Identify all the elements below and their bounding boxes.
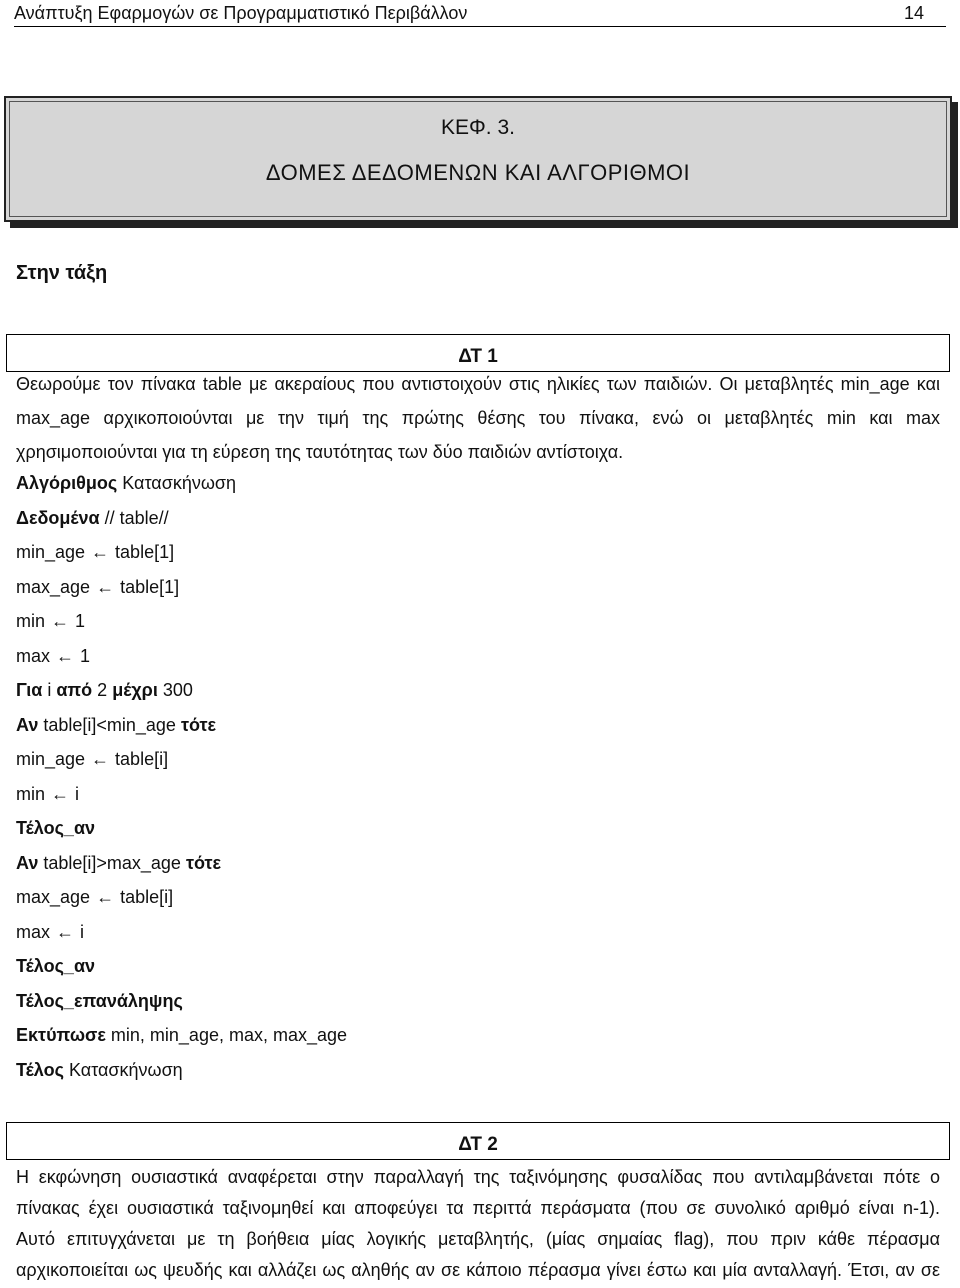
assignment-target: min_age: [16, 542, 86, 562]
assignment-value: i: [80, 921, 85, 942]
paragraph-line: αρχικοποιείται ως ψευδής και αλλάζει ως αληθής αν σε κάποιο πέρασμα γίνει έστω και μία ανταλλαγή. Έτσι, αν σε: [16, 1260, 940, 1280]
algorithm-line: [16, 949, 347, 984]
algorithm-line: [16, 501, 347, 536]
keyword: Τέλος_επανάληψης: [16, 990, 183, 1011]
assign-arrow-icon: ←: [96, 887, 115, 907]
keyword: Αλγόριθμος: [16, 473, 118, 493]
header-title: Ανάπτυξη Εφαρμογών σε Προγραμματιστικό Περιβάλλον: [14, 3, 468, 23]
assignment-value: i: [75, 783, 80, 804]
algorithm-line: [16, 673, 347, 708]
algorithm-line: [16, 639, 347, 674]
algorithm-line: [16, 1053, 347, 1088]
code-text: 2: [92, 680, 113, 700]
assign-arrow-icon: ←: [56, 921, 75, 942]
assignment-target: min_age: [16, 749, 86, 769]
exercise-2-paragraph: [16, 1162, 940, 1286]
algorithm-line: [16, 880, 347, 915]
algorithm-line: [16, 811, 347, 846]
code-text: i: [42, 680, 57, 700]
keyword: Δεδομένα: [16, 507, 100, 528]
keyword: Τέλος_αν: [16, 818, 96, 838]
algorithm-line: [16, 604, 347, 639]
algorithm-line: [16, 742, 347, 777]
assignment-value: table[1]: [115, 542, 175, 562]
assign-arrow-icon: ←: [91, 542, 110, 562]
algorithm-line: [16, 1018, 347, 1053]
paragraph-line: πίνακας έχει ουσιαστικά ταξινομηθεί και αποφεύγει τα περιττά περάσματα (που σε συνολικό αριθμό είναι n-1).: [16, 1198, 940, 1218]
paragraph-line: Θεωρούμε τον πίνακα table με ακεραίους που αντιστοιχούν στις ηλικίες των παιδιών. Οι μεταβλητές min_age και: [16, 374, 940, 394]
exercise-2-box: [6, 1122, 950, 1160]
assignment-value: table[i]: [115, 749, 169, 769]
assignment-target: min: [16, 783, 46, 804]
paragraph-line: Η εκφώνηση ουσιαστικά αναφέρεται στην παραλλαγή της ταξινόμησης φυσαλίδας που αντιλαμβάνεται πότε ο: [16, 1167, 940, 1187]
keyword: τότε: [185, 852, 222, 873]
assignment-target: max_age: [16, 576, 91, 597]
keyword: Για: [16, 680, 43, 700]
assign-arrow-icon: ←: [51, 783, 70, 804]
algorithm-line: [16, 846, 347, 881]
chapter-title-box: [4, 96, 952, 222]
code-text: 300: [157, 680, 193, 700]
exercise-1-label: ΔΤ 1: [458, 346, 498, 367]
algorithm-line: [16, 535, 347, 570]
exercise-2-label: ΔΤ 2: [458, 1134, 498, 1155]
assignment-value: 1: [75, 611, 86, 631]
assign-arrow-icon: ←: [96, 576, 115, 597]
assignment-value: table[i]: [120, 887, 174, 907]
algorithm-line: [16, 708, 347, 743]
code-text: // table//: [99, 507, 169, 528]
assignment-target: max: [16, 645, 51, 666]
algorithm-line: [16, 984, 347, 1019]
section-heading: Στην τάξη: [16, 262, 108, 284]
keyword: Αν: [16, 714, 39, 735]
assignment-target: max: [16, 921, 51, 942]
page-number: 14: [903, 3, 924, 23]
assign-arrow-icon: ←: [91, 749, 110, 769]
assignment-target: min: [16, 611, 46, 631]
keyword: Αν: [16, 852, 39, 873]
algorithm-line: [16, 915, 347, 950]
chapter-title: ΔΟΜΕΣ ΔΕΔΟΜΕΝΩΝ ΚΑΙ ΑΛΓΟΡΙΘΜΟΙ: [265, 160, 691, 185]
assign-arrow-icon: ←: [56, 645, 75, 666]
exercise-1-paragraph: [16, 367, 940, 469]
chapter-number: ΚΕΦ. 3.: [441, 116, 515, 139]
algorithm-listing: [16, 466, 347, 1087]
keyword: Εκτύπωσε: [16, 1025, 106, 1045]
keyword: Τέλος: [16, 1059, 64, 1080]
code-text: Κατασκήνωση: [117, 473, 236, 493]
keyword: τότε: [180, 714, 217, 735]
assignment-target: max_age: [16, 887, 91, 907]
code-text: table[i]>max_age: [38, 852, 186, 873]
assignment-value: 1: [80, 645, 91, 666]
paragraph-line: χρησιμοποιούνται για τη εύρεση της ταυτότητας των δύο παιδιών αντίστοιχα.: [16, 442, 624, 462]
algorithm-line: [16, 466, 347, 501]
algorithm-line: [16, 777, 347, 812]
assign-arrow-icon: ←: [51, 611, 70, 631]
assignment-value: table[1]: [120, 576, 180, 597]
paragraph-line: max_age αρχικοποιούνται με την τιμή της πρώτης θέσης του πίνακα, ενώ οι μεταβλητές min και max: [16, 408, 940, 428]
keyword: Τέλος_αν: [16, 956, 96, 976]
code-text: table[i]<min_age: [38, 714, 181, 735]
keyword: μέχρι: [112, 680, 158, 700]
keyword: από: [56, 680, 93, 700]
paragraph-line: Αυτό επιτυγχάνεται με τη βοήθεια μίας λογικής μεταβλητής, (μίας σημαίας flag), που πριν κάθε πέρασμα: [16, 1229, 940, 1249]
algorithm-line: [16, 570, 347, 605]
code-text: Κατασκήνωση: [63, 1059, 183, 1080]
code-text: min, min_age, max, max_age: [105, 1025, 348, 1045]
running-header: [14, 0, 946, 27]
